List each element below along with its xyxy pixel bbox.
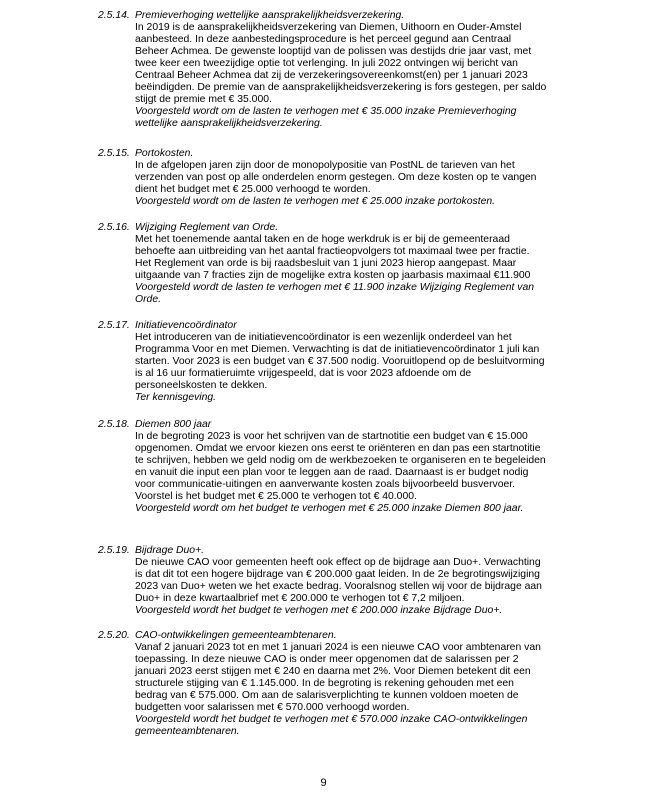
section-body [135, 10, 575, 130]
paragraph-line: budgetten voor salarissen met € 570.000 verhoogd worden. [135, 702, 410, 713]
paragraph-line: Duo+ in deze kwartaalbrief met € 200.000 te verhogen tot € 7,2 miljoen. [135, 593, 465, 604]
paragraph-line: behoefte aan uitbreiding van het aantal fractieopvolgers tot maximaal twee per fractie. [135, 246, 530, 257]
paragraph-line: 2023 van Duo+ weten we het exacte bedrag. Vooralsnog stellen wij voor de bijdrage aan [135, 581, 542, 592]
paragraph-line: uitgaande van 7 fracties zijn de mogelijke extra kosten op jaarbasis maximaal €11.900 [135, 270, 531, 281]
section-title: Bijdrage Duo+. [135, 545, 205, 556]
paragraph-line: structurele stijging van € 1.145.000. In de begroting is rekening gehouden met een [135, 678, 514, 689]
section-body [135, 222, 575, 306]
proposal-line: Voorgesteld wordt de lasten te verhogen met € 11.900 inzake Wijziging Reglement van [135, 282, 535, 293]
section-title: Initiatievencoördinator [135, 320, 237, 331]
proposal-line: Voorgesteld wordt het budget te verhogen met € 570.000 inzake CAO-ontwikkelingen [135, 714, 528, 725]
proposal-line: Voorgesteld wordt om het budget te verhogen met € 25.000 inzake Diemen 800 jaar. [135, 503, 524, 514]
paragraph-line: Het Reglement van orde is bij raadsbesluit van 1 juni 2023 hierop aangepast. Maar [135, 258, 517, 269]
section-number: 2.5.20. [98, 630, 130, 641]
section-number: 2.5.19. [98, 545, 130, 556]
paragraph-line: Voorstel is het budget met € 25.000 te verhogen tot € 40.000. [135, 491, 417, 502]
proposal-line: Voorgesteld wordt het budget te verhogen met € 200.000 inzake Bijdrage Duo+. [135, 605, 503, 616]
paragraph-line: opgenomen. Omdat we ervoor kiezen ons eerst te oriënteren en dan pas een startnotitie [135, 443, 541, 454]
paragraph-line: voor communicatie-uitingen en aanverwante kosten zoals bijvoorbeeld busvervoer. [135, 479, 516, 490]
proposal-line: Voorgesteld wordt om de lasten te verhogen met € 25.000 inzake portokosten. [135, 196, 496, 207]
section-number: 2.5.17. [98, 320, 130, 331]
section-title: Premieverhoging wettelijke aansprakelijkheidsverzekering. [135, 10, 405, 21]
paragraph-line: bedrag van € 575.000. Om aan de salarisverplichting te kunnen voldoen moeten de [135, 690, 519, 701]
paragraph-line: In de begroting 2023 is voor het schrijven van de startnotitie een budget van € 15.000 [135, 431, 528, 442]
paragraph-line: Programma Voor en met Diemen. Verwachting is dat de initiatievencoördinator 1 juli kan [135, 344, 540, 355]
section-title: Portokosten. [135, 148, 194, 159]
proposal-line: Orde. [135, 294, 161, 305]
section-body [135, 630, 575, 738]
paragraph-line: verzenden van post op alle onderdelen enorm gestegen. Om deze kosten op te vangen [135, 172, 537, 183]
section-body [135, 419, 575, 515]
paragraph-line: te schrijven, hebben we geld nodig om de werkbezoeken te organiseren en te begeleiden [135, 455, 546, 466]
paragraph-line: In 2019 is de aansprakelijkheidsverzekering van Diemen, Uithoorn en Ouder-Amstel [135, 22, 522, 33]
proposal-line: Ter kennisgeving. [135, 392, 217, 403]
section-number: 2.5.16. [98, 222, 130, 233]
paragraph-line: De nieuwe CAO voor gemeenten heeft ook effect op de bijdrage aan Duo+. Verwachting [135, 557, 541, 568]
proposal-line: wettelijke aansprakelijkheidsverzekering. [135, 118, 323, 129]
paragraph-line: Vanaf 2 januari 2023 tot en met 1 januari 2024 is een nieuwe CAO voor ambtenaren van [135, 642, 541, 653]
paragraph-line: is al 16 uur formatieruimte vrijgespeeld, dat is voor 2023 afdoende om de [135, 368, 472, 379]
paragraph-line: Beheer Achmea. De gewenste looptijd van de polissen was destijds drie jaar vast, met [135, 46, 532, 57]
section-title: Diemen 800 jaar [135, 419, 212, 430]
paragraph-line: aanbesteed. In deze aanbestedingsprocedure is het perceel gegund aan Centraal [135, 34, 512, 45]
paragraph-line: stijgt de premie met € 35.000. [135, 94, 272, 105]
section-body [135, 320, 575, 404]
section-title: Wijziging Reglement van Orde. [135, 222, 279, 233]
section-body [135, 545, 575, 617]
paragraph-line: personeelskosten te dekken. [135, 380, 268, 391]
section-title: CAO-ontwikkelingen gemeenteambtenaren. [135, 630, 337, 641]
proposal-line: gemeenteambtenaren. [135, 726, 240, 737]
section-number: 2.5.18. [98, 419, 130, 430]
paragraph-line: beëindigden. De premie van de aansprakelijkheidsverzekering is fors gestegen, per saldo [135, 82, 547, 93]
paragraph-line: is dat dit tot een hogere bijdrage van € 200.000 gaat leiden. In de 2e begrotingswijziging [135, 569, 540, 580]
paragraph-line: dient het budget met € 25.000 verhoogd te worden. [135, 184, 371, 195]
paragraph-line: starten. Voor 2023 is een budget van € 37.500 nodig. Vooruitlopend op de besluitvorming [135, 356, 545, 367]
proposal-line: Voorgesteld wordt om de lasten te verhogen met € 35.000 inzake Premieverhoging [135, 106, 517, 117]
paragraph-line: Centraal Beheer Achmea dat zij de verzekeringsovereenkomst(en) per 1 januari 2023 [135, 70, 528, 81]
paragraph-line: en vanuit die input een plan voor te leggen aan de raad. Daarnaast is er budget nodig [135, 467, 529, 478]
section-number: 2.5.14. [98, 10, 130, 21]
section-number: 2.5.15. [98, 148, 130, 159]
paragraph-line: januari 2023 eerst stijgen met € 240 en daarna met 2%. Voor Diemen betekent dit een [135, 666, 531, 677]
paragraph-line: Het introduceren van de initiatievencoördinator is een wezenlijk onderdeel van het [135, 332, 512, 343]
paragraph-line: toepassing. In deze nieuwe CAO is onder meer opgenomen dat de salarissen per 2 [135, 654, 519, 665]
paragraph-line: In de afgelopen jaren zijn door de monopolypositie van PostNL de tarieven van het [135, 160, 515, 171]
paragraph-line: twee keer een tweezijdige optie tot verlenging. In juli 2022 ontvingen wij bericht van [135, 58, 518, 69]
page-number: 9 [320, 777, 327, 789]
section-body [135, 148, 575, 208]
paragraph-line: Met het toenemende aantal taken en de hoge werkdruk is er bij de gemeenteraad [135, 234, 510, 245]
